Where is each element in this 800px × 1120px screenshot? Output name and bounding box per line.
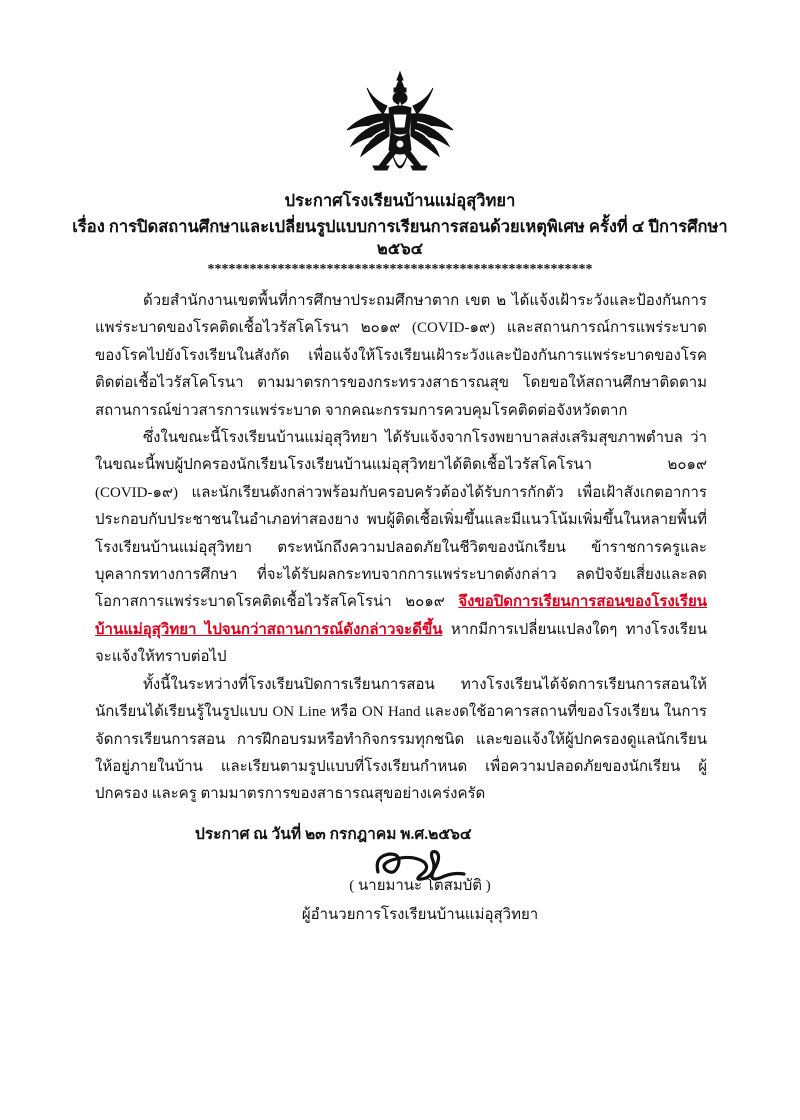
closure-highlight: จึงขอปิดการเรียนการสอนของโรงเรียนบ้านแม่อุสุวิทยา ไปจนกว่าสถานการณ์ดังกล่าวจะดีขึ้น: [95, 594, 707, 638]
signer-position: ผู้อำนวยการโรงเรียนบ้านแม่อุสุวิทยา: [301, 907, 539, 923]
paragraph-2-text: ซึ่งในขณะนี้โรงเรียนบ้านแม่อุสุวิทยา ได้รับแจ้งจากโรงพยาบาลส่งเสริมสุขภาพตำบล ว่าในขณะนี้พบผู้ปกครองนักเรียนโรงเรียนบ้านแม่อุสุวิทยาได้ติดเชื้อไวรัสโคโรนา ๒๐๑๙ (COVID-๑๙) และนักเรียนดังกล่าวพร้อมกับครอบครัวต้องได้รับการกักตัว เพื่อเฝ้าสังเกตอาการ ประกอบกับประชาชนในอำเภอท่าสองยาง พบผู้ติดเชื้อเพิ่มขึ้นและมีแนวโน้มเพิ่มขึ้นในหลายพื้นที่ โรงเรียนบ้านแม่อุสุวิทยา ตระหนักถึงความปลอดภัยในชีวิตของนักเรียน ข้าราชการครูและบุคลากรทางการศึกษา ที่จะได้รับผลกระทบจากการแพร่ระบาดดังกล่าว ลดปัจจัยเสี่ยงและลดโอกาสการแพร่ระบาดโรคติดเชื้อไวรัสโคโรน่า ๒๐๑๙: [95, 430, 707, 611]
paragraph-2-text-end: หากมีการเปลี่ยนแปลงใดๆ ทางโรงเรียนจะแจ้งให้ทราบต่อไป: [95, 621, 707, 666]
announcement-date: ประกาศ ณ วันที่ ๒๓ กรกฎาคม พ.ศ.๒๕๖๔: [195, 826, 472, 843]
paragraph-2: [95, 425, 707, 672]
document-subject: เรื่อง การปิดสถานศึกษาและเปลี่ยนรูปแบบการเรียนการสอนด้วยเหตุพิเศษ ครั้งที่ ๔ ปีการศึกษา ๒๕๖๔: [72, 217, 728, 258]
paragraph-3: ทั้งนี้ในระหว่างที่โรงเรียนปิดการเรียนการสอน ทางโรงเรียนได้จัดการเรียนการสอนให้นักเรียนได้เรียนรู้ในรูปแบบ ON Line หรือ ON Hand และงดใช้อาคารสถานที่ของโรงเรียน ในการจัดการเรียนการสอน การฝึกอบรมหรือทำกิจกรรมทุกชนิด และขอแจ้งให้ผู้ปกครองดูแลนักเรียนให้อยู่ภายในบ้าน และเรียนตามรูปแบบที่โรงเรียนกำหนด เพื่อความปลอดภัยของนักเรียน ผู้ปกครอง และครู ตามมาตรการของสาธารณสุขอย่างเคร่งครัด: [95, 676, 707, 803]
signer-name: ( นายมานะ โตสมบัติ ): [349, 878, 491, 894]
paragraph-1: ด้วยสำนักงานเขตพื้นที่การศึกษาประถมศึกษาตาก เขต ๒ ได้แจ้งเฝ้าระวังและป้องกันการแพร่ระบาดของโรคติดเชื้อไวรัสโคโรนา ๒๐๑๙ (COVID-๑๙) และสถานการณ์การแพร่ระบาดของโรคไปยังโรงเรียนในสังกัด เพื่อแจ้งให้โรงเรียนเฝ้าระวังและป้องกันการแพร่ระบาดของโรคติดต่อเชื้อไวรัสโคโรนา ตามมาตรการของกระทรวงสาธารณสุข โดยขอให้สถานศึกษาติดตามสถานการณ์ข่าวสารการแพร่ระบาด จากคณะกรรมการควบคุมโรคติดต่อจังหวัดตาก: [95, 293, 707, 419]
document-title: ประกาศโรงเรียนบ้านแม่อุสุวิทยา: [284, 191, 516, 210]
document-body: [95, 288, 707, 809]
garuda-emblem-icon: [343, 70, 457, 182]
separator-line: *******************************************************: [207, 262, 593, 277]
